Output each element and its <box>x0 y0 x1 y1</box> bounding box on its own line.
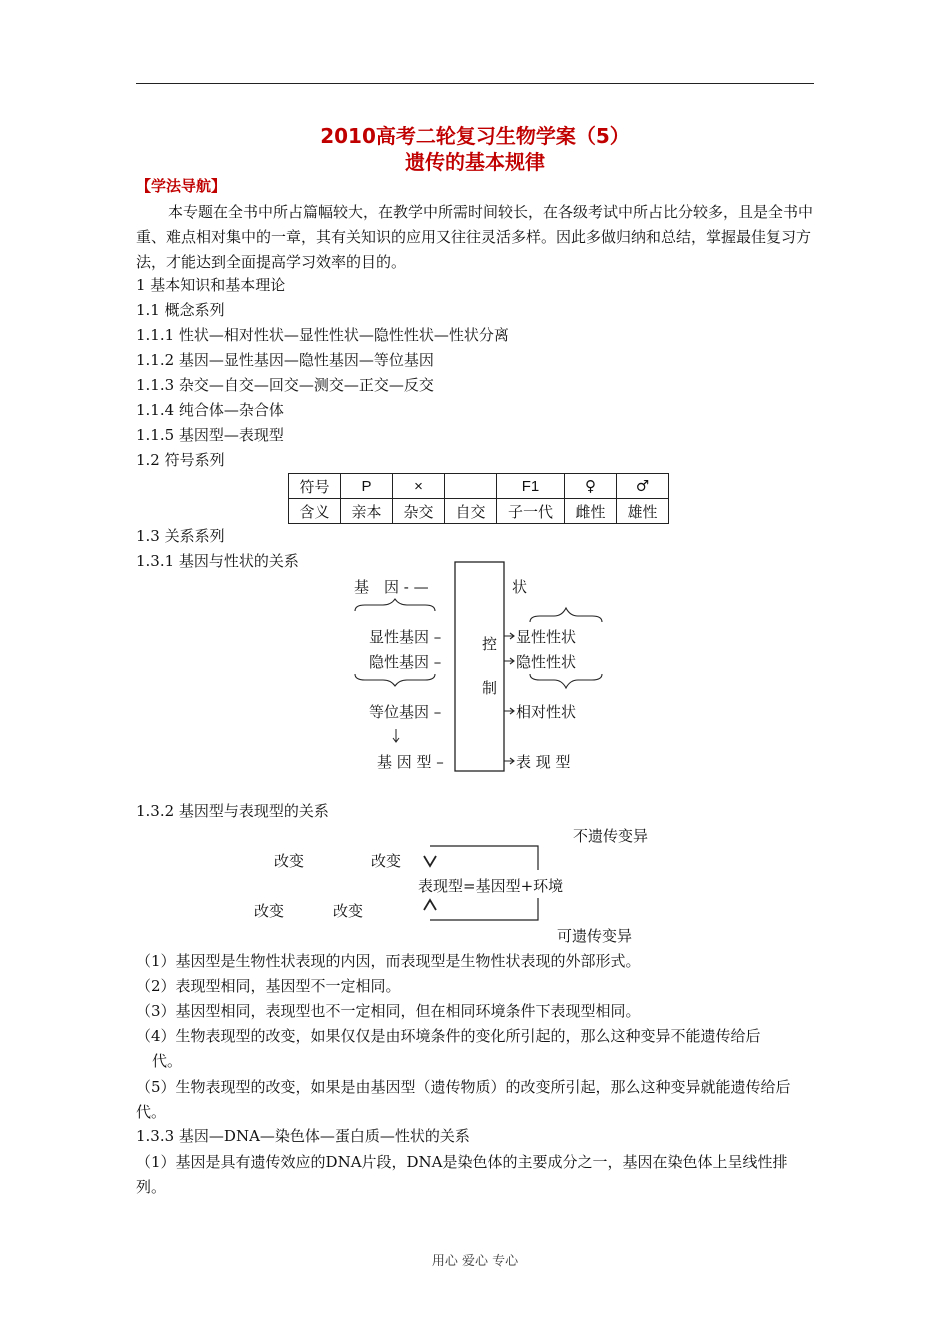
section-1-1-2: 1.1.2 基因—显性基因—隐性基因—等位基因 <box>136 351 434 369</box>
section-1-1-1: 1.1.1 性状—相对性状—显性性状—隐性性状—性状分离 <box>136 326 509 344</box>
section-1-3-3: 1.3.3 基因—DNA—染色体—蛋白质—性状的关系 <box>136 1127 470 1145</box>
phenotype-label: 表 现 型 <box>516 753 571 771</box>
table-cell: 雌性 <box>565 499 617 524</box>
section-1: 1 基本知识和基本理论 <box>136 276 286 294</box>
table-cell: ♂ <box>617 474 669 499</box>
table-cell: 亲本 <box>341 499 393 524</box>
point-4: （4）生物表现型的改变，如果仅仅是由环境条件的变化所引起的，那么这种变异不能遗传给后 <box>136 1027 761 1045</box>
change-label: 改变 <box>274 852 305 870</box>
heritable-label: 可遗传变异 <box>557 927 633 945</box>
trait-label: 状 <box>512 578 528 596</box>
point-5: （5）生物表现型的改变，如果是由基因型（遗传物质）的改变所引起，那么这种变异就能遗传给后代。 <box>136 1078 791 1121</box>
section-1-3-1: 1.3.1 基因与性状的关系 <box>136 552 299 570</box>
section-1-3: 1.3 关系系列 <box>136 527 225 545</box>
section-1-1-3: 1.1.3 杂交—自交—回交—测交—正交—反交 <box>136 376 434 394</box>
gene-label: 基 因 - — <box>354 578 429 596</box>
dna-point: （1）基因是具有遗传效应的DNA片段，DNA是染色体的主要成分之一，基因在染色体上呈线性排列。 <box>136 1153 788 1196</box>
recessive-gene-label: 隐性基因 – <box>369 653 442 671</box>
document-title: 2010高考二轮复习生物学案（5） <box>320 124 630 148</box>
change-label: 改变 <box>254 902 285 920</box>
table-cell: 自交 <box>445 499 497 524</box>
change-label: 改变 <box>333 902 364 920</box>
point-3: （3）基因型相同，表现型也不一定相同，但在相同环境条件下表现型相同。 <box>136 1002 641 1020</box>
intro-paragraph: 本专题在全书中所占篇幅较大，在教学中所需时间较长，在各级考试中所占比分较多，且是全书中重、难点相对集中的一章，其有关知识的应用又往往灵活多样。因此多做归纳和总结，掌握最佳复习方法，才能达到全面提高学习效率的目的。 <box>136 203 814 271</box>
bottom-arrowhead <box>424 900 436 910</box>
section-1-3-2: 1.3.2 基因型与表现型的关系 <box>136 802 329 820</box>
section-1-1-4: 1.1.4 纯合体—杂合体 <box>136 401 284 419</box>
table-cell: 子一代 <box>497 499 565 524</box>
control-label-top: 控 <box>482 635 498 653</box>
section-1-2: 1.2 符号系列 <box>136 451 225 469</box>
table-cell: 雄性 <box>617 499 669 524</box>
table-cell: 杂交 <box>393 499 445 524</box>
section-1-1: 1.1 概念系列 <box>136 301 225 319</box>
control-label-bottom: 制 <box>482 679 498 697</box>
guide-heading: 【学法导航】 <box>136 177 227 195</box>
table-cell: × <box>393 474 445 499</box>
table-cell: ♀ <box>565 474 617 499</box>
table-cell: 含义 <box>289 499 341 524</box>
not-heritable-label: 不遗传变异 <box>573 827 649 845</box>
table-cell: 符号 <box>289 474 341 499</box>
change-label: 改变 <box>371 852 402 870</box>
top-bracket <box>430 846 538 870</box>
page-footer: 用心 爱心 专心 <box>431 1254 519 1269</box>
bottom-bracket <box>430 898 538 920</box>
recessive-trait-label: 隐性性状 <box>516 653 577 671</box>
point-1: （1）基因型是生物性状表现的内因，而表现型是生物性状表现的外部形式。 <box>136 952 641 970</box>
point-2: （2）表现型相同，基因型不一定相同。 <box>136 977 401 995</box>
allele-label: 等位基因 – <box>369 703 442 721</box>
top-arrowhead <box>424 856 436 866</box>
section-1-1-5: 1.1.5 基因型—表现型 <box>136 426 284 444</box>
relative-trait-label: 相对性状 <box>516 703 577 721</box>
dominant-trait-label: 显性性状 <box>516 628 577 646</box>
table-cell: F1 <box>497 474 565 499</box>
document-subtitle: 遗传的基本规律 <box>405 150 545 174</box>
dominant-gene-label: 显性基因 – <box>369 628 442 646</box>
genotype-label: 基 因 型 – <box>377 753 444 771</box>
table-cell: P <box>341 474 393 499</box>
phenotype-equation: 表现型=基因型+环境 <box>418 877 564 895</box>
point-4-continued: 代。 <box>152 1052 183 1070</box>
